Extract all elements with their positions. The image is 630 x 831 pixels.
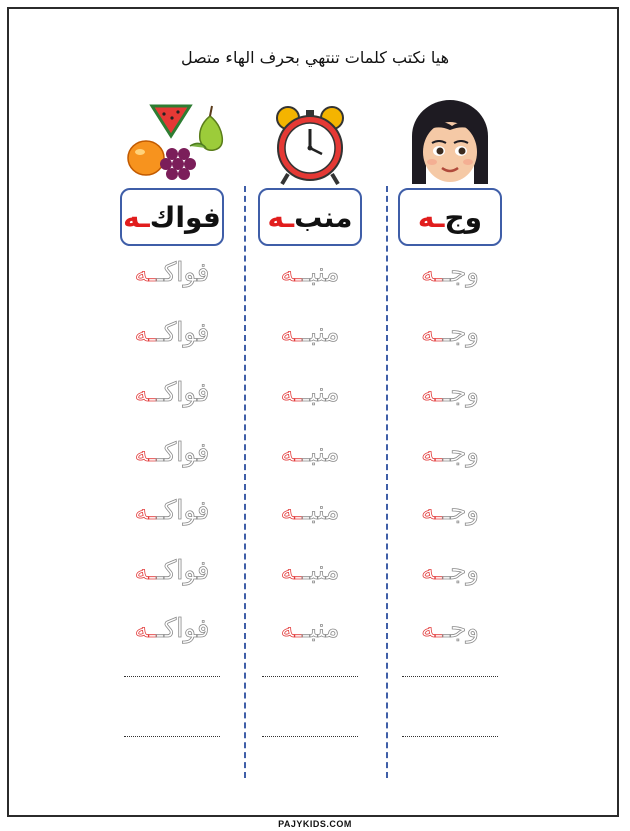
column-fruits <box>102 0 242 828</box>
word-card <box>258 188 362 246</box>
trace-word: وجــه <box>421 556 479 586</box>
word-end-letter: ـه <box>123 200 150 234</box>
site-footer <box>0 812 630 831</box>
word-end-letter: ـه <box>267 200 295 234</box>
column-divider <box>244 186 246 778</box>
trace-word: فواكــه <box>134 556 210 586</box>
writing-line[interactable] <box>124 676 220 677</box>
word-end-letter: ـه <box>417 200 445 234</box>
trace-word: وجــه <box>421 258 479 288</box>
trace-word: منبــه <box>280 614 340 644</box>
trace-word: وجــه <box>421 496 479 526</box>
writing-line[interactable] <box>402 736 498 737</box>
word-card <box>398 188 502 246</box>
trace-word: فواكــه <box>134 614 210 644</box>
word-card <box>120 188 224 246</box>
writing-line[interactable] <box>124 736 220 737</box>
writing-line[interactable] <box>262 676 358 677</box>
trace-word: منبــه <box>280 496 340 526</box>
fruits-icon <box>102 96 242 188</box>
trace-word: وجــه <box>421 378 479 408</box>
trace-word: فواكــه <box>134 318 210 348</box>
column-face <box>380 0 520 828</box>
trace-word: فواكــه <box>134 258 210 288</box>
writing-line[interactable] <box>402 676 498 677</box>
word-start: منب <box>294 200 353 234</box>
trace-word: وجــه <box>421 438 479 468</box>
instruction-text: هيا نكتب كلمات تنتهي بحرف الهاء متصل <box>180 48 450 67</box>
trace-word: وجــه <box>421 614 479 644</box>
trace-word: فواكــه <box>134 378 210 408</box>
trace-word: وجــه <box>421 318 479 348</box>
trace-word: فواكــه <box>134 496 210 526</box>
column-alarm-clock <box>240 0 380 828</box>
trace-word: منبــه <box>280 378 340 408</box>
trace-word: منبــه <box>280 438 340 468</box>
trace-word: فواكــه <box>134 438 210 468</box>
column-divider <box>386 186 388 778</box>
trace-word: منبــه <box>280 318 340 348</box>
footer-text[interactable]: PAJYKIDS.COM <box>272 819 358 829</box>
trace-word: منبــه <box>280 556 340 586</box>
word-start: وج <box>444 200 483 234</box>
alarm-clock-icon <box>240 96 380 188</box>
girl-face-icon <box>380 96 520 188</box>
writing-line[interactable] <box>262 736 358 737</box>
trace-word: منبــه <box>280 258 340 288</box>
word-start: فواك <box>149 200 221 234</box>
